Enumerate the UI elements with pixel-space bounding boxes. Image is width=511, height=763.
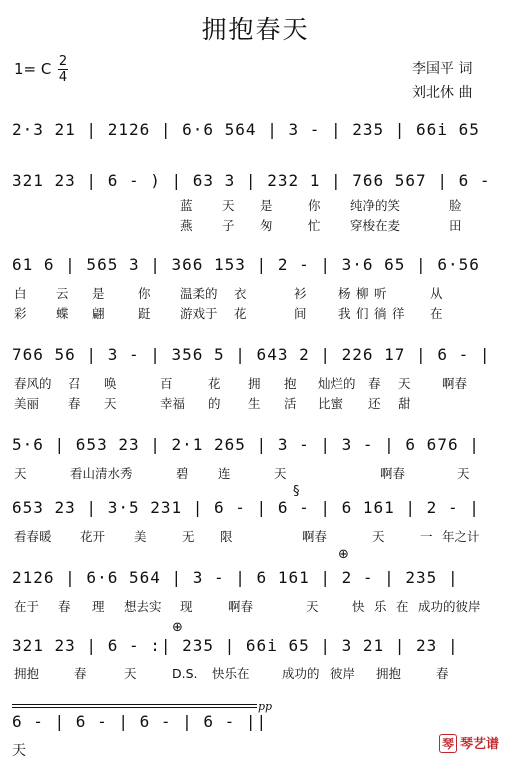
notation-line: 321 23 | 6 - ) | 63 3 | 232 1 | 766 567 | 6 - xyxy=(12,171,491,190)
score-system-3 xyxy=(12,255,499,275)
notation-line: 2·3 21 | 2126 | 6·6 564 | 3 - | 235 | 66i 65 xyxy=(12,120,480,139)
time-signature xyxy=(58,55,68,84)
lyrics-verse-2: 彩 蝶 翩 跹 游戏于 花 间 我 们 徜 徉 在 xyxy=(14,306,443,321)
lyricist-credit: 李国平 词 xyxy=(412,61,473,77)
coda-icon: ⊕ xyxy=(338,547,349,562)
score-system-9 xyxy=(12,712,499,732)
lyrics-verse-1: 天 看山清水秀 碧 连 天 啊春 天 xyxy=(14,466,470,481)
key-signature: 1= C xyxy=(14,60,52,78)
lyrics-verse-1: 蓝 天 是 你 纯净的笑 脸 xyxy=(180,198,462,213)
coda-icon: ⊕ xyxy=(172,620,183,635)
logo-text: 琴艺谱 xyxy=(459,737,499,752)
segno-icon: § xyxy=(293,484,300,499)
notation-line: 5·6 | 653 23 | 2·1 265 | 3 - | 3 - | 6 676 | xyxy=(12,435,480,454)
time-numerator: 2 xyxy=(58,54,68,69)
notation-line: 61 6 | 565 3 | 366 153 | 2 - | 3·6 65 | 6·56 xyxy=(12,255,480,274)
time-denominator: 4 xyxy=(58,70,68,85)
score-system-4 xyxy=(12,345,499,365)
notation-line: 766 56 | 3 - | 356 5 | 643 2 | 226 17 | 6 - | xyxy=(12,345,491,364)
score-system-1 xyxy=(12,120,499,140)
logo-mark: 琴 xyxy=(439,734,457,753)
lyrics-verse-2: 燕 子 匆 忙 穿梭在麦 田 xyxy=(180,218,462,233)
notation-line: 2126 | 6·6 564 | 3 - | 6 161 | 2 - | 235 | xyxy=(12,568,459,587)
lyrics-verse-2: 美丽 春 天 幸福 的 生 活 比蜜 还 甜 xyxy=(14,396,411,411)
lyrics-verse-1: 在于 春 理 想去实 现 啊春 天 快 乐 在 成功的彼岸 xyxy=(14,599,481,614)
lyrics-verse-1: 看春暖 花开 美 无 限 啊春 天 一 年之计 xyxy=(14,529,480,544)
notation-line: 6 - | 6 - | 6 - | 6 - || xyxy=(12,712,268,731)
diminuendo-line xyxy=(12,707,257,708)
lyrics-verse-1: 春风的 召 唤 百 花 拥 抱 灿烂的 春 天 啊春 xyxy=(14,376,468,391)
diminuendo-line xyxy=(12,704,257,705)
notation-line: 653 23 | 3·5 231 | 6 - | 6 - | 6 161 | 2 - | xyxy=(12,498,480,517)
lyrics-verse-1: 拥抱 春 天 D.S. 快乐在 成功的 彼岸 拥抱 春 xyxy=(14,666,449,681)
notation-line: 321 23 | 6 - :| 235 | 66i 65 | 3 21 | 23 | xyxy=(12,636,459,655)
lyrics-verse-1: 白 云 是 你 温柔的 衣 衫 杨 柳 听 从 xyxy=(14,286,443,301)
score-system-2 xyxy=(12,171,499,191)
composer-credit: 刘北休 曲 xyxy=(412,85,473,101)
score-system-8 xyxy=(12,636,499,656)
final-lyric: 天 xyxy=(12,743,26,759)
page-title: 拥抱春天 xyxy=(201,15,310,44)
score-system-6 xyxy=(12,498,499,518)
score-system-7 xyxy=(12,568,499,588)
dynamics-marking: pp xyxy=(258,700,273,713)
score-system-5 xyxy=(12,435,499,455)
site-logo xyxy=(439,733,499,753)
